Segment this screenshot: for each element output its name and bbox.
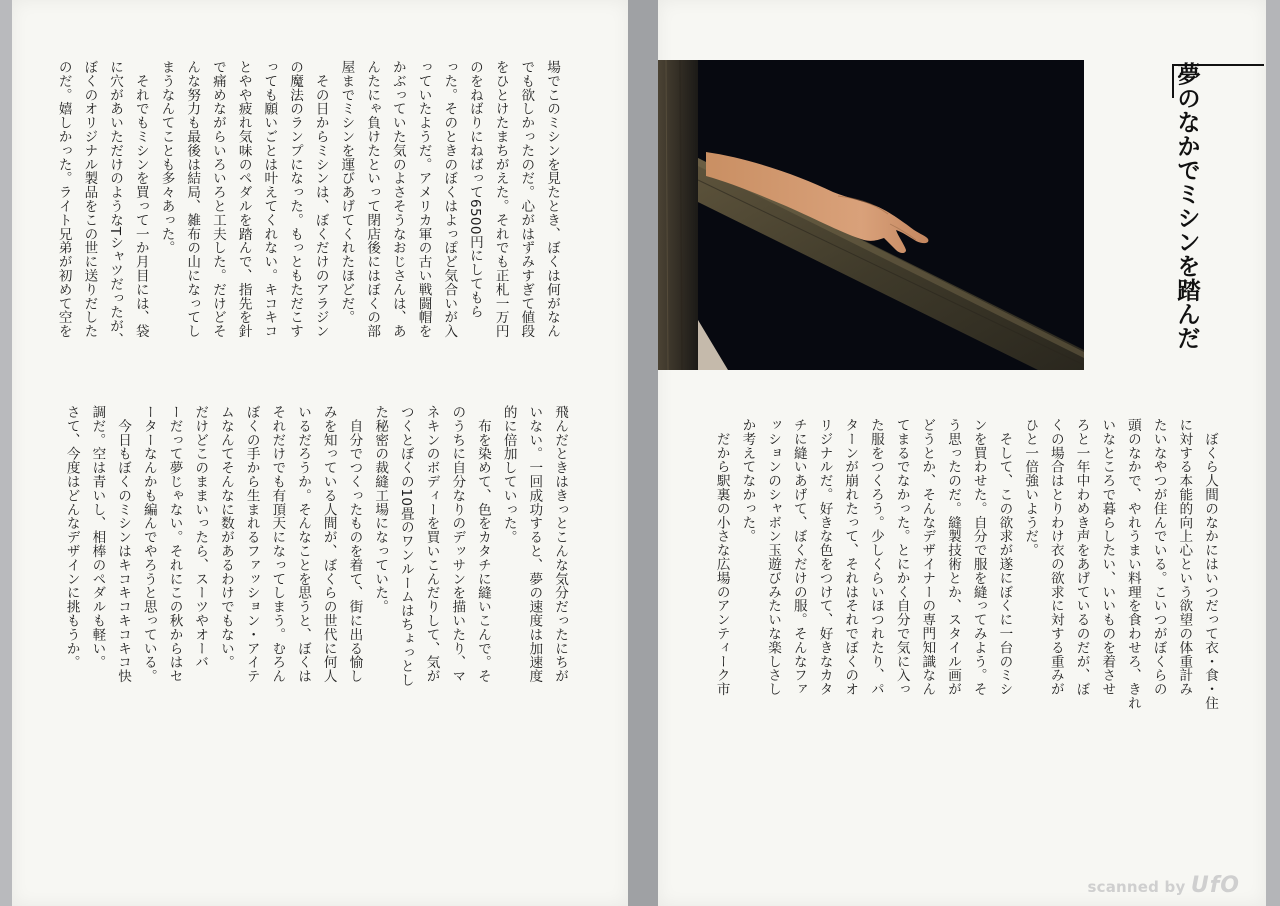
left-page <box>12 0 628 906</box>
left-page-upper-column: 場でこのミシンを見たとき、ぼくは何がなん でも欲しかったのだ。心がはずみすぎて値段 をひとけたまちがえた。それでも正札一万円 のをねばりにねばって6500円にしてもら った。そのときのぼくはよっぽど気合いが入 っていたようだ。アメリカ軍の古い戦闘帽を かぶっていた気のよさそうなおじさんは、あ んたにゃ負けたといって閉店後にはぼくの部 屋までミシンを運びあげてくれたほどだ。 その日からミシンは、ぼくだけのアラジン の魔法のランプになった。もっともただこす っても願いごとは叶えてくれない。キコキコ とやや疲れ気味のペダルを踏んで、指先を針 で痛めながらいろいろと工夫した。だけどそ んな努力も最後は結局、雑布の山になってし まうなんてことも多々あった。 それでもミシンを買って一か月目には、袋 に穴があいただけのようなTシャツだったが、 ぼくのオリジナル製品をこの世に送りだした のだ。嬉しかった。ライト兄弟が初めて空を <box>55 60 561 347</box>
left-page-lower-column: 飛んだときはきっとこんな気分だったにちが いない。一回成功すると、夢の速度は加速度 的に倍加していった。 布を染めて、色をカタチに縫いこんで。そ のうちに自分なりのデッサンを描いたり、マ ネキンのボディーを買いこんだりして、気が つくとぼくの10畳のワンルームはちょっとし た秘密の裁縫工場になっていた。 自分でつくったものを着て、街に出る愉し みを知っている人間が、ぼくらの世代に何人 いるだろうか。そんなことを思うと、ぼくは それだけでも有頂天になってしまう。むろん ぼくの手から生まれるファッション・アイテ ムなんてそんなに数があるわけでもない。 だけどこのままいったら、スーツやオーバ ーだって夢じゃない。それにこの秋からはセ ーターなんかも編んでやろうと思っている。 今日もぼくのミシンはキコキコキコキコ快 調だ。空は青いし、相棒のペダルも軽い。 さて、今度はどんなデザインに挑もうか。 <box>63 405 569 687</box>
photo-arm-on-railing-icon <box>658 60 1084 370</box>
right-page <box>658 0 1266 906</box>
right-page-body-column: ぼくら人間のなかにはいつだって衣・食・住 に対する本能的向上心という欲望の体重計み たいなやつが住んでいる。こいつがぼくらの 頭のなかで、やれうまい料理を食わせろ、きれ いなところで暮らしたい、いいものを着させ ろと一年中わめき声をあげているのだが、ぼ くの場合はとりわけ衣の欲求に対する重みが ひと一倍強いようだ。 そして、この欲求が遂にぼくに一台のミシ ンを買わせた。自分で服を縫ってみよう。そ う思ったのだ。縫製技術とか、スタイル画が どうとか、そんなデザイナーの専門知識なん てまるでなかった。とにかく自分で気に入っ た服をつくろう。少しくらいほつれたり、パ ターンが崩れたって、それはそれでぼくのオ リジナルだ。好きな色をつけて、好きなカタ チに縫いあげて、ぼくだけの服。そんなファ ッションのシャボン玉遊びみたいな楽しさし か考えてなかった。 だから駅裏の小さな広場のアンティーク市 <box>713 418 1219 710</box>
watermark-logo: UfO <box>1190 873 1240 898</box>
photo-arm-on-railing <box>658 60 1084 370</box>
book-gutter <box>628 0 658 906</box>
scan-watermark <box>1087 873 1240 898</box>
article-title: 夢のなかでミシンを踏んだ <box>1173 62 1201 350</box>
watermark-prefix: scanned by <box>1087 878 1186 896</box>
scan-edge-left <box>0 0 12 906</box>
scan-edge-right <box>1266 0 1280 906</box>
